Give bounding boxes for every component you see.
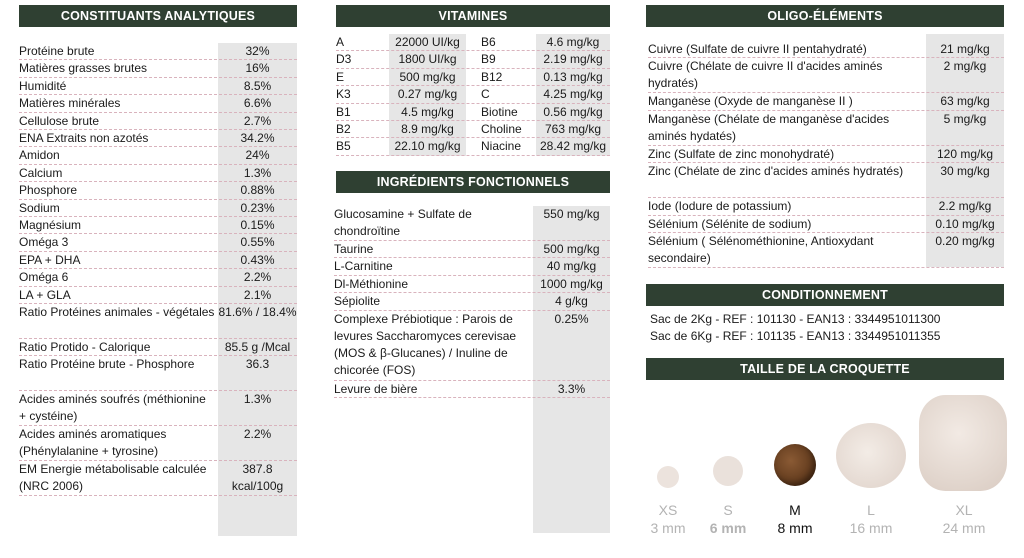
analytiques-row-label: Amidon <box>19 148 60 163</box>
analytiques-row-value: 16% <box>245 61 270 76</box>
oligo-row <box>648 216 1004 233</box>
vitamines-value: 500 mg/kg <box>399 69 456 84</box>
fonctionnels-row-value: 1000 mg/kg <box>540 276 603 291</box>
analytiques-row <box>19 147 297 164</box>
vitamines-label: C <box>481 87 490 102</box>
vitamines-label: Niacine <box>481 139 522 154</box>
analytiques-row-value: 0.88% <box>240 183 275 198</box>
oligo-row-label: Cuivre (Sulfate de cuivre II pentahydraté) <box>648 42 867 56</box>
analytiques-row <box>19 461 297 496</box>
analytiques-row-value: 0.23% <box>240 200 275 215</box>
analytiques-row-value: 2.2% <box>243 270 272 285</box>
analytiques-row-value: 0.55% <box>240 235 275 250</box>
vitamines-label: D3 <box>336 52 352 67</box>
oligo-row-value: 30 mg/kg <box>940 164 990 179</box>
fonctionnels-header: INGRÉDIENTS FONCTIONNELS <box>336 171 610 193</box>
oligo-row-value: 2 mg/kg <box>943 59 987 74</box>
oligo-row <box>648 58 1004 93</box>
analytiques-row <box>19 234 297 251</box>
analytiques-row-value: 2.7% <box>243 113 272 128</box>
vitamines-label: K3 <box>336 87 351 102</box>
analytiques-row-label: Magnésium <box>19 218 82 232</box>
size-m-mm: 8 mm <box>777 520 813 536</box>
fonctionnels-row-value: 0.25% <box>554 311 589 326</box>
analytiques-header: CONSTITUANTS ANALYTIQUES <box>19 5 297 27</box>
size-s-label: S <box>723 502 733 518</box>
oligo-row <box>648 41 1004 58</box>
vitamines-row <box>336 138 610 155</box>
vitamines-header: VITAMINES <box>336 5 610 27</box>
analytiques-row <box>19 252 297 269</box>
analytiques-row-value: 387.8 kcal/100g <box>231 462 284 494</box>
oligo-row <box>648 93 1004 110</box>
kibble-l-image <box>836 423 906 488</box>
vitamines-label: B12 <box>481 69 503 84</box>
analytiques-row-value: 32% <box>245 44 270 58</box>
kibble-s-image <box>713 456 743 486</box>
fonctionnels-row <box>334 206 610 241</box>
vitamines-row <box>336 69 610 86</box>
vitamines-label: B9 <box>481 52 496 67</box>
oligo-row-value: 21 mg/kg <box>940 42 990 56</box>
analytiques-row-value: 85.5 g /Mcal <box>224 340 291 354</box>
size-xs-label: XS <box>658 502 678 518</box>
analytiques-row <box>19 217 297 234</box>
vitamines-label: E <box>336 69 345 84</box>
vitamines-label: B6 <box>481 35 496 49</box>
analytiques-row <box>19 130 297 147</box>
oligo-row-label: Sélénium ( Sélénométhionine, Antioxydant secondaire) <box>648 234 874 265</box>
analytiques-row-value: 34.2% <box>240 131 275 145</box>
fonctionnels-row-value: 3.3% <box>557 382 586 397</box>
analytiques-row-label: Ratio Protido - Calorique <box>19 340 151 354</box>
analytiques-row-label: Oméga 3 <box>19 235 69 250</box>
fonctionnels-row-value: 500 mg/kg <box>543 242 600 256</box>
oligo-row-value: 63 mg/kg <box>940 94 990 109</box>
oligo-row-label: Iode (Iodure de potassium) <box>648 199 792 214</box>
analytiques-row-label: Acides aminés aromatiques (Phénylalanine + tyrosine) <box>19 427 167 459</box>
fonctionnels-row-label: Sépiolite <box>334 294 381 309</box>
conditionnement-line-2kg: Sac de 2Kg - REF : 101130 - EAN13 : 3344951011300 <box>650 312 941 326</box>
analytiques-row-label: Oméga 6 <box>19 270 69 285</box>
kibble-xl-image <box>919 395 1007 491</box>
oligo-row-value: 0.10 mg/kg <box>935 216 995 231</box>
analytiques-row-label: Humidité <box>19 78 67 93</box>
analytiques-row <box>19 200 297 217</box>
oligo-row-label: Manganèse (Chélate de manganèse d'acides aminés hydatés) <box>648 111 890 143</box>
oligo-row-label: Zinc (Chélate de zinc d'acides aminés hydratés) <box>648 164 904 179</box>
analytiques-row-label: Sodium <box>19 200 60 215</box>
vitamines-label: Biotine <box>481 104 518 119</box>
analytiques-row <box>19 113 297 130</box>
size-xl-mm: 24 mm <box>942 520 986 536</box>
analytiques-row-value: 0.15% <box>240 218 275 232</box>
analytiques-row <box>19 287 297 304</box>
oligo-row-label: Manganèse (Oxyde de manganèse II ) <box>648 94 853 109</box>
vitamines-value: 8.9 mg/kg <box>401 122 454 136</box>
analytiques-row <box>19 182 297 199</box>
vitamines-label: Choline <box>481 122 522 136</box>
analytiques-row <box>19 391 297 426</box>
vitamines-value: 4.5 mg/kg <box>401 104 454 119</box>
size-l-label: L <box>867 502 875 518</box>
analytiques-row <box>19 339 297 356</box>
oligo-row <box>648 146 1004 163</box>
analytiques-row-label: EM Energie métabolisable calculée (NRC 2006) <box>19 462 207 494</box>
analytiques-row-value: 2.2% <box>243 427 272 442</box>
analytiques-row-value: 81.6% / 18.4% <box>218 305 297 319</box>
vitamines-row <box>336 104 610 121</box>
analytiques-row-label: ENA Extraits non azotés <box>19 131 149 145</box>
analytiques-row-label: Matières grasses brutes <box>19 61 148 76</box>
vitamines-value: 22000 UI/kg <box>395 35 460 49</box>
fonctionnels-row-value: 550 mg/kg <box>543 207 600 221</box>
oligo-row <box>648 198 1004 215</box>
vitamines-value: 0.27 mg/kg <box>397 87 458 102</box>
vitamines-row <box>336 121 610 138</box>
vitamines-label: B2 <box>336 122 351 136</box>
oligo-row-value: 2.2 mg/kg <box>938 199 992 214</box>
analytiques-row <box>19 78 297 95</box>
vitamines-label: B1 <box>336 104 351 119</box>
oligo-row-value: 5 mg/kg <box>943 111 987 126</box>
fonctionnels-row-label: Complexe Prébiotique : Parois de levures Saccharomyces cerevisae (MOS & β-Glucanes) / Inuline de chicorée (FOS) <box>334 311 517 377</box>
vitamines-value: 0.56 mg/kg <box>543 104 603 119</box>
fonctionnels-row <box>334 381 610 398</box>
conditionnement-header: CONDITIONNEMENT <box>646 284 1004 306</box>
oligo-row <box>648 233 1004 268</box>
conditionnement-line-6kg: Sac de 6Kg - REF : 101135 - EAN13 : 3344951011355 <box>650 329 941 343</box>
croquette-header: TAILLE DE LA CROQUETTE <box>646 358 1004 380</box>
kibble-m-image <box>774 444 816 486</box>
fonctionnels-row-value: 40 mg/kg <box>546 259 597 274</box>
vitamines-value: 4.25 mg/kg <box>543 87 603 102</box>
oligo-header: OLIGO-ÉLÉMENTS <box>646 5 1004 27</box>
analytiques-row <box>19 269 297 286</box>
fonctionnels-row-label: Dl-Méthionine <box>334 276 409 291</box>
oligo-row <box>648 163 1004 198</box>
size-l-mm: 16 mm <box>849 520 893 536</box>
analytiques-row <box>19 60 297 77</box>
analytiques-row-label: Protéine brute <box>19 44 95 58</box>
vitamines-value: 4.6 mg/kg <box>546 35 600 49</box>
size-s-mm: 6 mm <box>709 520 747 536</box>
fonctionnels-row-label: Glucosamine + Sulfate de chondroïtine <box>334 207 472 238</box>
vitamines-label: A <box>336 35 345 49</box>
fonctionnels-row <box>334 276 610 293</box>
analytiques-row-value: 1.3% <box>243 165 272 180</box>
analytiques-row-label: Phosphore <box>19 183 78 198</box>
analytiques-row-value: 8.5% <box>243 78 272 93</box>
analytiques-row-value: 24% <box>245 148 270 163</box>
vitamines-value: 22.10 mg/kg <box>394 139 461 154</box>
fonctionnels-row <box>334 293 610 310</box>
analytiques-row-value: 1.3% <box>243 392 272 407</box>
vitamines-value: 1800 UI/kg <box>398 52 457 67</box>
vitamines-value: 2.19 mg/kg <box>543 52 603 67</box>
fonctionnels-row-label: L-Carnitine <box>334 259 393 274</box>
analytiques-row-value: 36.3 <box>245 357 270 372</box>
fonctionnels-row-label: Levure de bière <box>334 382 418 397</box>
analytiques-row-value: 0.43% <box>240 252 275 267</box>
vitamines-value: 0.13 mg/kg <box>543 69 603 84</box>
analytiques-row-value: 2.1% <box>243 287 272 302</box>
vitamines-value: 28.42 mg/kg <box>539 139 607 154</box>
oligo-row-label: Cuivre (Chélate de cuivre II d'acides aminés hydratés) <box>648 59 883 91</box>
size-m-label: M <box>789 502 801 518</box>
vitamines-value: 763 mg/kg <box>544 122 602 136</box>
vitamines-row <box>336 86 610 103</box>
fonctionnels-row <box>334 258 610 275</box>
analytiques-row <box>19 95 297 112</box>
vitamines-label: B5 <box>336 139 351 154</box>
analytiques-row-label: Matières minérales <box>19 96 121 111</box>
analytiques-row-label: EPA + DHA <box>19 252 81 267</box>
oligo-row-value: 120 mg/kg <box>936 146 994 161</box>
analytiques-row-label: Ratio Protéine brute - Phosphore <box>19 357 195 372</box>
analytiques-row-label: Calcium <box>19 165 63 180</box>
kibble-xs-image <box>657 466 679 488</box>
fonctionnels-row <box>334 241 610 258</box>
fonctionnels-row-value: 4 g/kg <box>555 294 588 309</box>
size-xl-label: XL <box>955 502 973 518</box>
analytiques-row-label: LA + GLA <box>19 287 71 302</box>
analytiques-row <box>19 426 297 461</box>
fonctionnels-row-label: Taurine <box>334 242 374 256</box>
analytiques-row-label: Ratio Protéines animales - végétales <box>19 305 215 319</box>
vitamines-row <box>336 51 610 68</box>
analytiques-row <box>19 304 297 339</box>
oligo-row-label: Sélénium (Sélénite de sodium) <box>648 216 812 231</box>
analytiques-row-label: Cellulose brute <box>19 113 100 128</box>
analytiques-row-label: Acides aminés soufrés (méthionine + cystéine) <box>19 392 206 424</box>
oligo-row <box>648 111 1004 146</box>
analytiques-row <box>19 43 297 60</box>
oligo-row-value: 0.20 mg/kg <box>935 234 995 248</box>
oligo-row-label: Zinc (Sulfate de zinc monohydraté) <box>648 146 835 161</box>
analytiques-row-value: 6.6% <box>243 96 272 111</box>
size-xs-mm: 3 mm <box>650 520 686 536</box>
vitamines-row <box>336 34 610 51</box>
analytiques-row <box>19 165 297 182</box>
fonctionnels-row <box>334 311 610 382</box>
analytiques-row <box>19 356 297 391</box>
